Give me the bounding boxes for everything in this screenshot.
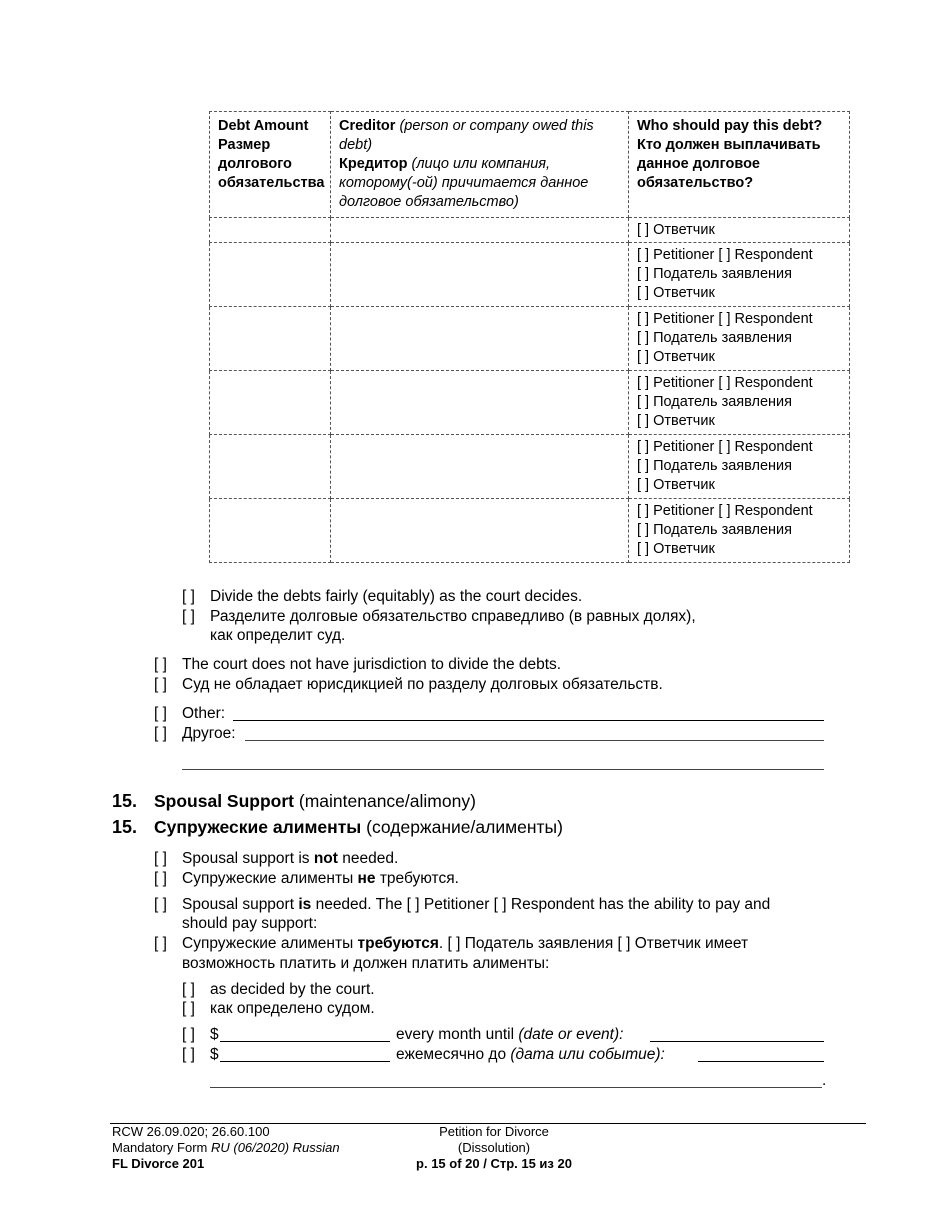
other-ru-checkbox[interactable]: [ ]	[154, 725, 167, 742]
no-jurisdiction-checkbox[interactable]: [ ]	[154, 656, 167, 673]
creditor-cell[interactable]	[331, 243, 629, 307]
end-period: .	[822, 1072, 827, 1089]
footer-form-id: FL Divorce 201	[112, 1156, 205, 1171]
divide-debts-ru-1: Разделите долговые обязательство справедливо (в равных долях),	[210, 608, 696, 625]
payer-cell[interactable]: [ ] Petitioner [ ] Respondent [ ] Податель заявления [ ] Ответчик	[629, 307, 850, 371]
support-needed-ru-2: возможность платить и должен платить алименты:	[182, 955, 550, 972]
debt-amount-cell[interactable]	[210, 435, 331, 499]
divide-debts-en: Divide the debts fairly (equitably) as the court decides.	[210, 588, 583, 605]
creditor-cell[interactable]	[331, 499, 629, 563]
table-row	[210, 218, 850, 243]
other-input-line[interactable]	[233, 720, 824, 721]
support-needed-en: Spousal support is needed. The [ ] Petitioner [ ] Respondent has the ability to pay and	[182, 896, 771, 913]
until-date-ru-input[interactable]	[698, 1061, 824, 1062]
other-label-en: Other:	[182, 705, 226, 722]
payer-cell[interactable]: [ ] Ответчик	[629, 218, 850, 243]
section-15-heading-ru: 15. Супружеские алименты (содержание/алименты)	[112, 817, 563, 837]
court-decides-checkbox[interactable]: [ ]	[182, 981, 195, 998]
monthly-amount-checkbox[interactable]: [ ]	[182, 1026, 195, 1043]
other-checkbox[interactable]: [ ]	[154, 705, 167, 722]
no-jurisdiction-en: The court does not have jurisdiction to divide the debts.	[182, 656, 562, 673]
table-row	[210, 435, 850, 499]
every-month-label: every month until (date or event):	[396, 1026, 624, 1043]
table-row	[210, 371, 850, 435]
monthly-amount-ru-input[interactable]	[220, 1061, 390, 1062]
support-not-needed-checkbox[interactable]: [ ]	[154, 850, 167, 867]
header-debt-amount: Debt Amount Размер долгового обязательства	[210, 112, 331, 218]
debt-amount-cell[interactable]	[210, 499, 331, 563]
debt-amount-cell[interactable]	[210, 371, 331, 435]
creditor-cell[interactable]	[331, 307, 629, 371]
no-jurisdiction-ru-checkbox[interactable]: [ ]	[154, 676, 167, 693]
court-decides-en: as decided by the court.	[210, 981, 375, 998]
creditor-cell[interactable]	[331, 218, 629, 243]
payer-cell[interactable]: [ ] Petitioner [ ] Respondent [ ] Податель заявления [ ] Ответчик	[629, 243, 850, 307]
creditor-cell[interactable]	[331, 371, 629, 435]
court-decides-ru: как определено судом.	[210, 1000, 375, 1017]
footer-page-number: p. 15 of 20 / Стр. 15 из 20	[416, 1156, 572, 1171]
no-jurisdiction-ru: Суд не обладает юрисдикцией по разделу долговых обязательств.	[182, 676, 663, 693]
table-row	[210, 499, 850, 563]
creditor-cell[interactable]	[331, 435, 629, 499]
divide-debts-checkbox[interactable]: [ ]	[182, 588, 195, 605]
support-needed-checkbox[interactable]: [ ]	[154, 896, 167, 913]
date-event-extra-line[interactable]	[210, 1087, 822, 1088]
footer-mandatory-form: Mandatory Form RU (06/2020) Russian	[112, 1140, 340, 1155]
table-row	[210, 243, 850, 307]
payer-cell[interactable]: [ ] Petitioner [ ] Respondent [ ] Податель заявления [ ] Ответчик	[629, 435, 850, 499]
until-date-input[interactable]	[650, 1041, 824, 1042]
support-needed-ru: Супружеские алименты требуются. [ ] Податель заявления [ ] Ответчик имеет	[182, 935, 749, 952]
table-header-row	[210, 112, 850, 218]
section-15-heading-en: 15. Spousal Support (maintenance/alimony)	[112, 791, 476, 811]
footer-title-1: Petition for Divorce	[439, 1124, 549, 1139]
support-not-needed-ru-checkbox[interactable]: [ ]	[154, 870, 167, 887]
court-decides-ru-checkbox[interactable]: [ ]	[182, 1000, 195, 1017]
payer-cell[interactable]: [ ] Petitioner [ ] Respondent [ ] Податель заявления [ ] Ответчик	[629, 499, 850, 563]
table-row	[210, 307, 850, 371]
footer-rcw: RCW 26.09.020; 26.60.100	[112, 1124, 270, 1139]
support-needed-ru-checkbox[interactable]: [ ]	[154, 935, 167, 952]
support-not-needed-en: Spousal support is not needed.	[182, 850, 399, 867]
debt-amount-cell[interactable]	[210, 307, 331, 371]
divide-debts-ru-2: как определит суд.	[210, 627, 346, 644]
other-extra-input-line[interactable]	[182, 769, 824, 770]
debt-table	[209, 111, 850, 563]
monthly-amount-input[interactable]	[220, 1041, 390, 1042]
support-needed-en-2: should pay support:	[182, 915, 318, 932]
monthly-amount-ru-checkbox[interactable]: [ ]	[182, 1046, 195, 1063]
support-not-needed-ru: Супружеские алименты не требуются.	[182, 870, 459, 887]
other-label-ru: Другое:	[182, 725, 236, 742]
debt-amount-cell[interactable]	[210, 243, 331, 307]
header-payer: Who should pay this debt? Кто должен выплачивать данное долговое обязательство?	[629, 112, 850, 218]
footer-title-2: (Dissolution)	[457, 1140, 531, 1155]
dollar-sign: $	[210, 1026, 219, 1043]
header-creditor: Creditor (person or company owed this debt) Кредитор (лицо или компания, которому(-ой) причитается данное долговое обязательство)	[331, 112, 629, 218]
dollar-sign-ru: $	[210, 1046, 219, 1063]
other-ru-input-line[interactable]	[245, 740, 824, 741]
payer-cell[interactable]: [ ] Petitioner [ ] Respondent [ ] Податель заявления [ ] Ответчик	[629, 371, 850, 435]
divide-debts-ru-checkbox[interactable]: [ ]	[182, 608, 195, 625]
debt-amount-cell[interactable]	[210, 218, 331, 243]
every-month-label-ru: ежемесячно до (дата или событие):	[396, 1046, 665, 1063]
